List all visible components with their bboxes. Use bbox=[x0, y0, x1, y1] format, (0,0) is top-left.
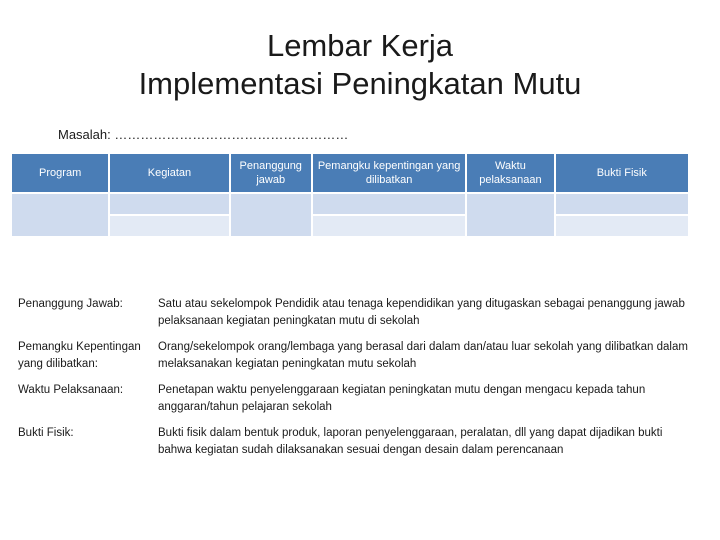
header-kegiatan: Kegiatan bbox=[110, 154, 228, 192]
definition-item bbox=[18, 339, 698, 373]
page-title-line1: Lembar Kerja bbox=[266, 28, 454, 63]
header-pemangku-kepentingan: Pemangku kepentingan yang dilibatkan bbox=[313, 154, 465, 192]
table-cell[interactable] bbox=[467, 194, 553, 236]
definition-desc: Bukti fisik dalam bentuk produk, laporan penyelenggaraan, peralatan, dll yang dapat dijadikan bukti bahwa kegiatan sudah dilaksanakan sesuai dengan desain dalam perencanaan bbox=[158, 427, 663, 456]
definition-item bbox=[18, 425, 698, 459]
definition-desc: Penetapan waktu penyelenggaraan kegiatan peningkatan mutu dengan mengacu kepada tahun anggaran/tahun pelajaran sekolah bbox=[158, 384, 646, 413]
table-cell[interactable] bbox=[556, 194, 688, 214]
table-cell[interactable] bbox=[556, 216, 688, 236]
table-cell[interactable] bbox=[110, 194, 228, 214]
header-program: Program bbox=[12, 154, 108, 192]
masalah-field: Masalah: ……………………………………………… bbox=[58, 127, 349, 142]
definition-term: Waktu Pelaksanaan: bbox=[18, 384, 124, 396]
header-bukti-fisik: Bukti Fisik bbox=[556, 154, 688, 192]
definition-desc: Satu atau sekelompok Pendidik atau tenaga kependidikan yang ditugaskan sebagai penanggung jawab pelaksanaan kegiatan peningkatan mutu di sekolah bbox=[158, 298, 685, 327]
worksheet-table bbox=[10, 152, 690, 238]
table-cell-program[interactable] bbox=[12, 194, 108, 236]
definition-term: Penanggung Jawab: bbox=[18, 298, 123, 310]
table-cell[interactable] bbox=[110, 216, 228, 236]
table-cell[interactable] bbox=[313, 216, 465, 236]
definition-item bbox=[18, 296, 698, 330]
definitions-list bbox=[18, 296, 698, 468]
table-row bbox=[12, 194, 688, 214]
header-penanggung-jawab: Penanggung jawab bbox=[231, 154, 311, 192]
table-header-row bbox=[12, 154, 688, 192]
definition-desc: Orang/sekelompok orang/lembaga yang berasal dari dalam dan/atau luar sekolah yang dilibatkan dalam melaksanakan kegiatan peningkatan mutu sekolah bbox=[158, 341, 688, 370]
table-cell[interactable] bbox=[231, 194, 311, 236]
page-title-line2: Implementasi Peningkatan Mutu bbox=[138, 66, 582, 101]
definition-item bbox=[18, 382, 698, 416]
table-row bbox=[12, 216, 688, 236]
definition-term: Pemangku Kepentingan yang dilibatkan: bbox=[18, 341, 141, 370]
table-cell[interactable] bbox=[313, 194, 465, 214]
definition-term: Bukti Fisik: bbox=[18, 427, 74, 439]
header-waktu-pelaksanaan: Waktu pelaksanaan bbox=[467, 154, 553, 192]
